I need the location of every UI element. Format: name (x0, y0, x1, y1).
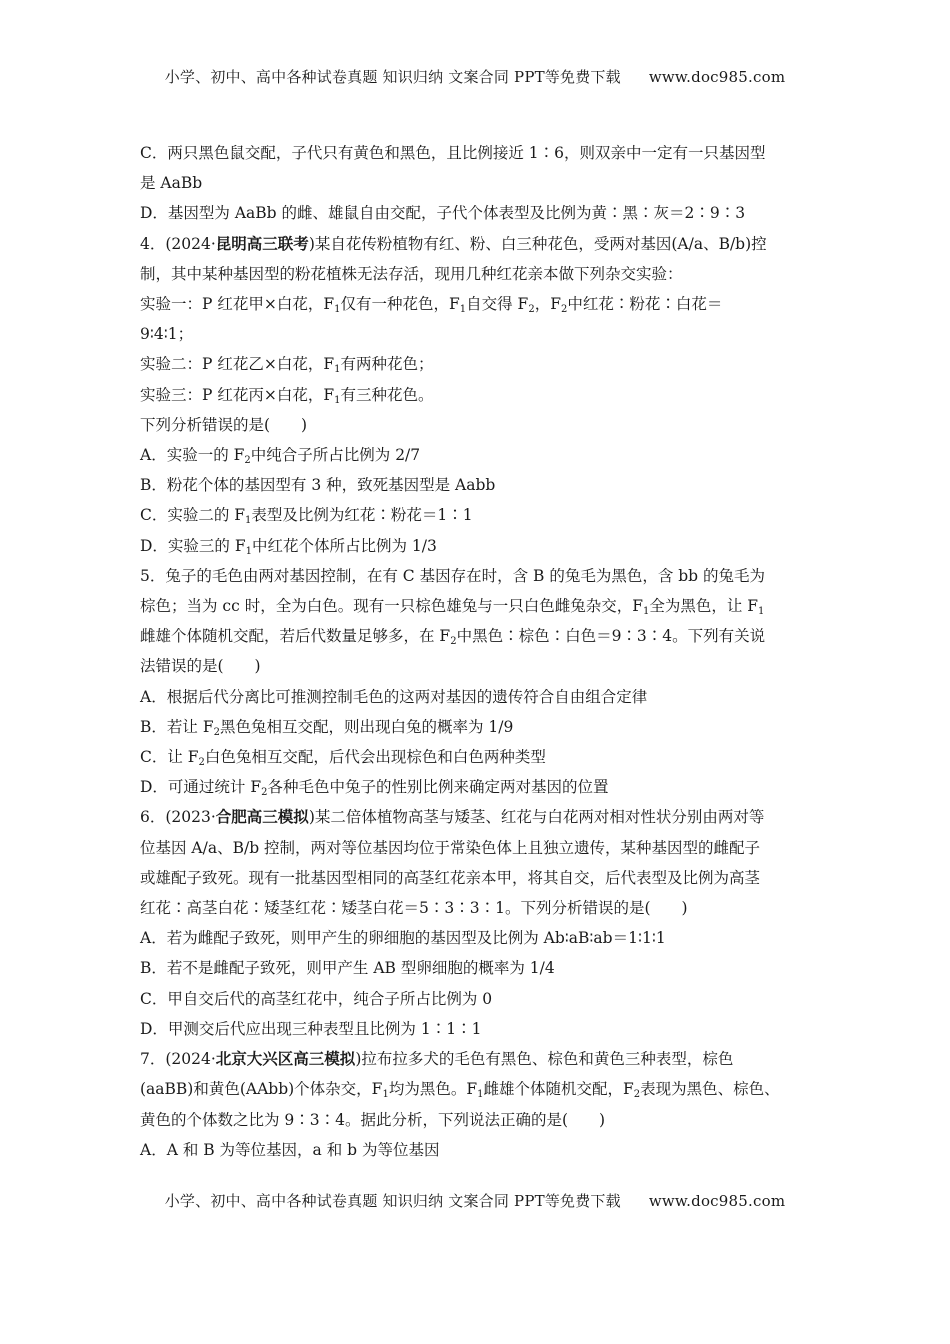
question-7-stem-cont: (aaBB)和黄色(AAbb)个体杂交，$F_1$均为黑色。$F_1$雌雄个体随机交配，$F_2$表现为黑色、棕色、 (140, 1080, 780, 1101)
question-7-prompt: 黄色的个体数之比为 9∶3∶4。据此分析，下列说法正确的是( ) (140, 1110, 606, 1129)
option-c-q3-cont: 是 AaBb (140, 174, 203, 193)
option-c-q5: C．让 $F_2$白色兔相互交配，后代会出现棕色和白色两种类型 (140, 748, 546, 769)
option-a-q7: A．A 和 B 为等位基因，a 和 b 为等位基因 (140, 1140, 440, 1159)
question-5-prompt: 法错误的是( ) (140, 657, 261, 676)
page-footer (0, 1190, 950, 1211)
question-5-stem-cont: 棕色；当为 cc 时，全为白色。现有一只棕色雄兔与一只白色雌兔杂交，$F_1$全为黑色，让 $F_1$ (140, 597, 765, 618)
header-text: 小学、初中、高中各种试卷真题 知识归纳 文案合同 PPT等免费下载 (164, 68, 621, 86)
page-header (0, 66, 950, 87)
question-4-prompt: 下列分析错误的是( ) (140, 415, 308, 434)
question-5-stem: 5．兔子的毛色由两对基因控制，在有 C 基因存在时，含 B 的兔毛为黑色，含 bb 的兔毛为 (140, 566, 766, 585)
footer-site[interactable]: www.doc985.com (648, 1192, 786, 1210)
option-c-q4: C．实验二的 $F_1$表型及比例为红花∶粉花＝1∶1 (140, 506, 473, 527)
experiment-1-ratio: 9∶4∶1； (140, 325, 194, 344)
header-site[interactable]: www.doc985.com (648, 68, 786, 86)
question-6-prompt: 红花∶高茎白花∶矮茎红花∶矮茎白花＝5∶3∶3∶1。下列分析错误的是( ) (140, 899, 688, 918)
option-a-q5: A．根据后代分离比可推测控制毛色的这两对基因的遗传符合自由组合定律 (140, 687, 648, 706)
option-b-q5: B．若让 $F_2$黑色兔相互交配，则出现白兔的概率为 1/9 (140, 717, 514, 738)
document-body (140, 138, 812, 1165)
option-d-q6: D．甲测交后代应出现三种表型且比例为 1∶1∶1 (140, 1019, 482, 1038)
option-a-q6: A．若为雌配子致死，则甲产生的卵细胞的基因型及比例为 Ab∶aB∶ab＝1∶1∶1 (140, 929, 666, 948)
option-d-q4: D．实验三的 $F_1$中红花个体所占比例为 1/3 (140, 536, 437, 557)
question-4-stem: 4．(2024·昆明高三联考)某自花传粉植物有红、粉、白三种花色，受两对基因(A/a、B/b)控 (140, 233, 767, 253)
option-b-q6: B．若不是雌配子致死，则甲产生 AB 型卵细胞的概率为 1/4 (140, 959, 555, 978)
option-b-q4: B．粉花个体的基因型有 3 种，致死基因型是 Aabb (140, 476, 496, 495)
question-7-stem: 7．(2024·北京大兴区高三模拟)拉布拉多犬的毛色有黑色、棕色和黄色三种表型，棕色 (140, 1049, 734, 1069)
experiment-3: 实验三：P 红花丙×白花，$F_1$有三种花色。 (140, 385, 434, 406)
question-6-stem-cont: 位基因 A/a、B/b 控制，两对等位基因均位于常染色体上且独立遗传，某种基因型的雌配子 (140, 838, 761, 857)
experiment-2: 实验二：P 红花乙×白花，$F_1$有两种花色； (140, 355, 434, 376)
question-5-stem-cont2: 雌雄个体随机交配，若后代数量足够多，在 $F_2$中黑色∶棕色∶白色＝9∶3∶4。下列有关说 (140, 627, 766, 648)
question-6-stem-cont2: 或雄配子致死。现有一批基因型相同的高茎红花亲本甲，将其自交，后代表型及比例为高茎 (140, 868, 761, 887)
footer-text: 小学、初中、高中各种试卷真题 知识归纳 文案合同 PPT等免费下载 (164, 1192, 621, 1210)
option-c-q6: C．甲自交后代的高茎红花中，纯合子所占比例为 0 (140, 989, 493, 1008)
question-6-stem: 6．(2023·合肥高三模拟)某二倍体植物高茎与矮茎、红花与白花两对相对性状分别由两对等 (140, 807, 765, 827)
question-4-stem-cont: 制，其中某种基因型的粉花植株无法存活，现用几种红花亲本做下列杂交实验： (140, 264, 683, 283)
option-d-q3: D．基因型为 AaBb 的雌、雄鼠自由交配，子代个体表型及比例为黄∶黑∶灰＝2∶9∶3 (140, 204, 746, 223)
option-c-q3: C．两只黑色鼠交配，子代只有黄色和黑色，且比例接近 1∶6，则双亲中一定有一只基因型 (140, 144, 766, 162)
experiment-1: 实验一：P 红花甲×白花，$F_1$仅有一种花色，$F_1$自交得 $F_2$，$F_2$中红花∶粉花∶白花＝ (140, 295, 723, 316)
option-a-q4: A．实验一的 $F_2$中纯合子所占比例为 2/7 (140, 446, 421, 467)
option-d-q5: D．可通过统计 $F_2$各种毛色中兔子的性别比例来确定两对基因的位置 (140, 778, 609, 799)
